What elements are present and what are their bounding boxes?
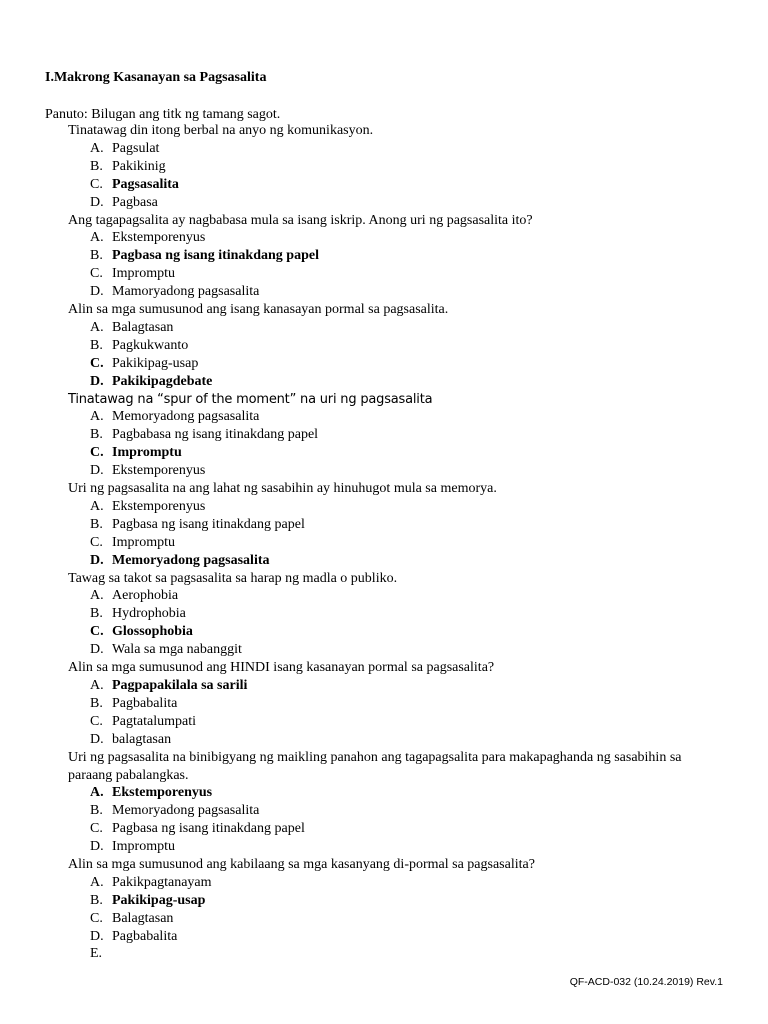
answer-option[interactable] xyxy=(90,874,212,892)
question-text: Ang tagapagsalita ay nagbabasa mula sa isang iskrip. Anong uri ng pagsasalita ito? xyxy=(68,212,533,228)
option-text: Aerophobia xyxy=(112,588,179,604)
option-text: Balagtasan xyxy=(112,910,174,926)
option-text: Wala sa mga nabanggit xyxy=(112,642,242,658)
answer-option[interactable] xyxy=(90,516,305,534)
option-text: Memoryadong pagsasalita xyxy=(112,409,260,425)
option-letter: B. xyxy=(90,248,103,264)
option-text: Ekstemporenyus xyxy=(112,230,206,246)
option-letter: C. xyxy=(90,355,104,371)
option-text: Pakikipag-usap xyxy=(112,355,199,371)
answer-option[interactable] xyxy=(90,784,212,802)
page-title: I.Makrong Kasanayan sa Pagsasalita xyxy=(45,70,267,85)
option-text: Hydrophobia xyxy=(112,606,186,622)
option-text: Pagbasa ng isang itinakdang papel xyxy=(112,821,305,837)
option-text: Impromptu xyxy=(112,445,182,461)
option-text: Pagpapakilala sa sarili xyxy=(112,677,248,693)
option-text: Ekstemporenyus xyxy=(112,785,213,801)
option-letter: B. xyxy=(90,892,103,908)
option-letter: C. xyxy=(90,713,103,729)
option-letter: A. xyxy=(90,874,104,890)
option-text: Pagbabasa ng isang itinakdang papel xyxy=(112,427,319,443)
option-text: Pagtatalumpati xyxy=(112,713,196,729)
option-letter: A. xyxy=(90,785,104,801)
option-letter: C. xyxy=(90,821,103,837)
question-text: Alin sa mga sumusunod ang HINDI isang kasanayan pormal sa pagsasalita? xyxy=(68,660,495,675)
option-text: Pagsasalita xyxy=(112,176,179,192)
option-letter: B. xyxy=(90,606,103,622)
option-text: balagtasan xyxy=(112,731,172,747)
answer-option[interactable] xyxy=(90,731,171,749)
option-text: Pagbasa ng isang itinakdang papel xyxy=(112,516,305,532)
option-letter: A. xyxy=(90,409,104,425)
option-text: Pakikinig xyxy=(112,158,166,174)
answer-option[interactable] xyxy=(90,713,196,731)
option-letter: C. xyxy=(90,534,103,550)
question-text: Tinatawag din itong berbal na anyo ng komunikasyon. xyxy=(68,123,374,138)
option-text: Pakikipagdebate xyxy=(112,373,213,389)
option-letter: A. xyxy=(90,319,104,335)
answer-option[interactable] xyxy=(90,945,112,963)
option-text: Pagsulat xyxy=(112,140,160,156)
option-letter: C. xyxy=(90,910,103,926)
answer-option[interactable] xyxy=(90,265,175,283)
answer-option[interactable] xyxy=(90,820,305,838)
instructions: Panuto: Bilugan ang titk ng tamang sagot. xyxy=(45,107,281,122)
answer-option[interactable] xyxy=(90,462,205,480)
answer-option[interactable] xyxy=(90,498,205,516)
answer-option[interactable] xyxy=(90,140,159,158)
option-text: Mamoryadong pagsasalita xyxy=(112,284,260,300)
option-letter: A. xyxy=(90,498,104,514)
option-letter: D. xyxy=(90,928,104,944)
option-text: Pagbasa xyxy=(112,194,158,210)
answer-option[interactable] xyxy=(90,552,270,570)
option-letter: E. xyxy=(90,946,103,962)
question-text: Tawag sa takot sa pagsasalita sa harap ng madla o publiko. xyxy=(68,570,398,586)
question-text: Uri ng pagsasalita na binibigyang ng maikling panahon ang tagapagsalita para makapaghanda ng sasabihin sa paraang pabalangkas. xyxy=(68,749,682,783)
answer-option[interactable] xyxy=(90,695,177,713)
option-letter: D. xyxy=(90,373,104,389)
answer-option[interactable] xyxy=(90,534,175,552)
option-letter: A. xyxy=(90,140,104,156)
option-letter: A. xyxy=(90,677,104,693)
option-letter: B. xyxy=(90,337,103,353)
answer-option[interactable] xyxy=(90,158,166,176)
option-text: Impromptu xyxy=(112,839,175,854)
answer-option[interactable] xyxy=(90,426,318,444)
answer-option[interactable] xyxy=(90,444,182,462)
document-code-footer: QF-ACD-032 (10.24.2019) Rev.1 xyxy=(569,976,723,988)
answer-option[interactable] xyxy=(90,605,186,623)
option-text: Impromptu xyxy=(112,534,175,550)
option-letter: D. xyxy=(90,642,104,658)
answer-option[interactable] xyxy=(90,677,247,695)
question-text: Alin sa mga sumusunod ang isang kanasayan pormal sa pagsasalita. xyxy=(68,302,449,317)
option-text: Memoryadong pagsasalita xyxy=(112,552,270,568)
question-text: Uri ng pagsasalita na ang lahat ng sasabihin ay hinuhugot mula sa memorya. xyxy=(68,481,497,496)
option-letter: B. xyxy=(90,516,103,532)
option-letter: D. xyxy=(90,194,104,210)
answer-option[interactable] xyxy=(90,355,198,373)
option-letter: C. xyxy=(90,445,104,461)
option-letter: C. xyxy=(90,624,104,640)
option-letter: D. xyxy=(90,839,104,854)
answer-option[interactable] xyxy=(90,194,158,212)
option-letter: B. xyxy=(90,158,103,174)
option-letter: B. xyxy=(90,427,103,443)
option-letter: D. xyxy=(90,463,104,479)
answer-option[interactable] xyxy=(90,641,242,659)
option-letter: D. xyxy=(90,284,104,300)
option-letter: B. xyxy=(90,803,103,819)
answer-option[interactable] xyxy=(90,838,175,856)
option-letter: C. xyxy=(90,176,103,192)
answer-option[interactable] xyxy=(90,928,177,946)
option-text: Memoryadong pagsasalita xyxy=(112,803,260,819)
answer-option[interactable] xyxy=(90,337,188,355)
option-text: Balagtasan xyxy=(112,319,174,335)
option-text: Pagbasa ng isang itinakdang papel xyxy=(112,248,319,264)
option-text: Impromptu xyxy=(112,266,175,282)
answer-option[interactable] xyxy=(90,176,179,194)
answer-option[interactable] xyxy=(90,247,319,265)
answer-option[interactable] xyxy=(90,892,205,910)
answer-option[interactable] xyxy=(90,283,259,301)
answer-option[interactable] xyxy=(90,373,212,391)
option-text: Pagbabalita xyxy=(112,928,178,944)
option-letter: C. xyxy=(90,266,103,282)
answer-option[interactable] xyxy=(90,229,205,247)
answer-option[interactable] xyxy=(90,623,193,641)
answer-option[interactable] xyxy=(90,319,173,337)
answer-option[interactable] xyxy=(90,802,259,820)
option-text: Pagbabalita xyxy=(112,695,178,711)
question-text: Tinatawag na “spur of the moment” na uri ng pagsasalita xyxy=(68,391,433,407)
answer-option[interactable] xyxy=(90,910,173,928)
option-text: Pagkukwanto xyxy=(112,337,189,353)
option-text: Pakikipag-usap xyxy=(112,892,206,908)
option-letter: B. xyxy=(90,695,103,711)
option-text: Pakikpagtanayam xyxy=(112,874,212,890)
option-letter: A. xyxy=(90,588,104,604)
answer-option[interactable] xyxy=(90,408,259,426)
question-text: Alin sa mga sumusunod ang kabilaang sa mga kasanyang di-pormal sa pagsasalita? xyxy=(68,856,535,872)
option-text: Ekstemporenyus xyxy=(112,498,206,514)
option-letter: D. xyxy=(90,552,104,568)
answer-option[interactable] xyxy=(90,587,178,605)
option-text: Ekstemporenyus xyxy=(112,463,206,479)
option-letter: A. xyxy=(90,230,104,246)
option-letter: D. xyxy=(90,731,104,747)
option-text: Glossophobia xyxy=(112,624,193,640)
